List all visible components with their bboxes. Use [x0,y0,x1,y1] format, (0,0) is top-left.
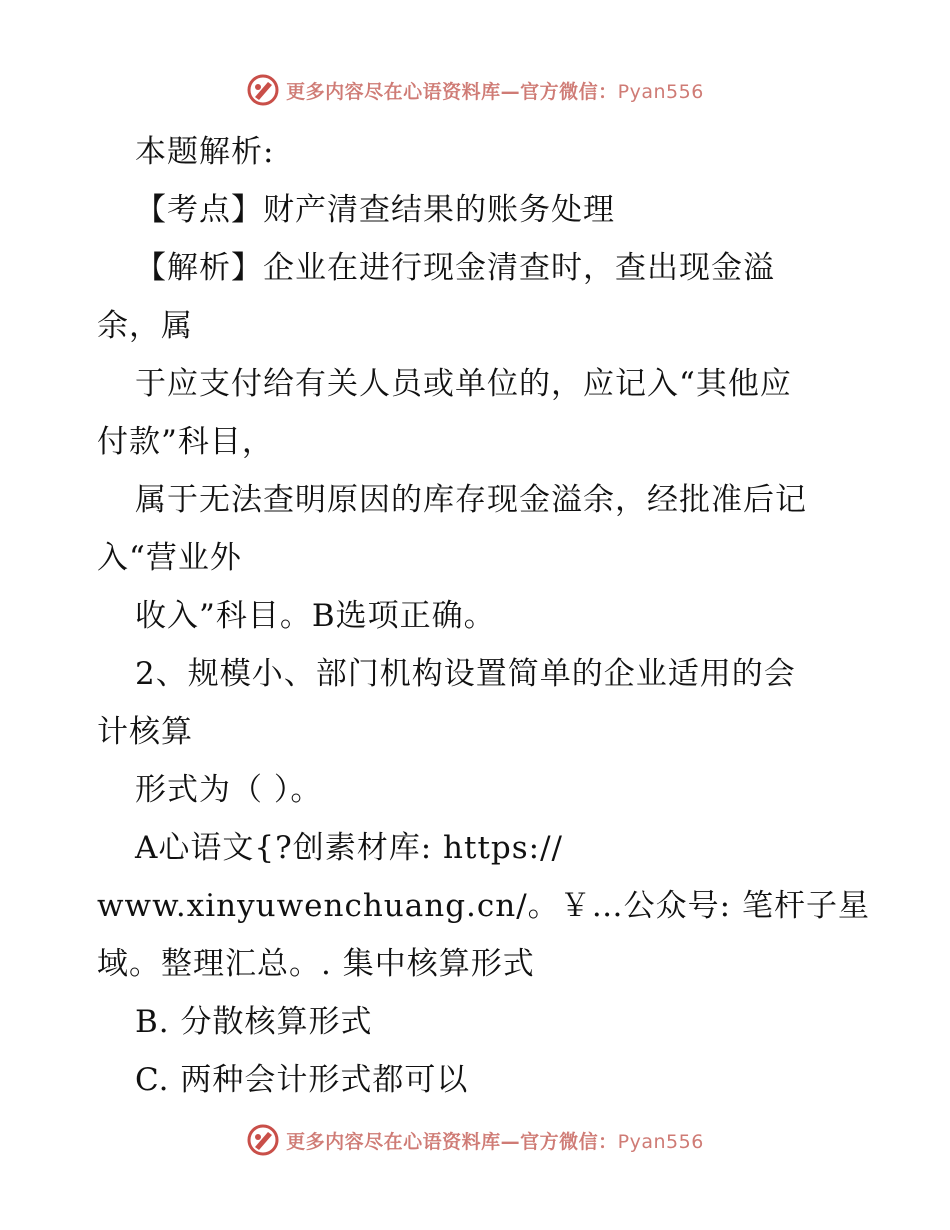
analysis-line: 收入”科目。B选项正确。 [135,598,496,634]
brand-logo-icon [246,1123,280,1157]
analysis-line: 入“营业外 [97,540,242,576]
question-line: 计核算 [97,714,193,750]
analysis-line: 余，属 [97,308,193,344]
question-line: 2、规模小、部门机构设置简单的企业适用的会 [135,656,796,692]
option-c-line: C. 两种会计形式都可以 [135,1062,469,1098]
question-line: 形式为（ ）。 [135,772,323,808]
option-a-line: A心语文{?创素材库: https:// [135,830,563,866]
header-watermark-banner [0,70,950,110]
option-b-line: B. 分散核算形式 [135,1004,373,1040]
analysis-line: 属于无法查明原因的库存现金溢余，经批准后记 [135,482,807,518]
document-body [97,123,870,1109]
analysis-line: 于应支付给有关人员或单位的，应记入“其他应 [135,366,792,402]
footer-watermark-text: 更多内容尽在心语资料库—官方微信：Pyan556 [286,1130,704,1153]
header-watermark-text: 更多内容尽在心语资料库—官方微信：Pyan556 [286,80,704,103]
brand-logo-icon [246,73,280,107]
analysis-line: 【解析】企业在进行现金清查时，查出现金溢 [135,250,775,286]
option-a-line: 域。整理汇总。. 集中核算形式 [97,946,535,982]
topic-line: 【考点】财产清查结果的账务处理 [135,192,615,228]
option-a-line: www.xinyuwenchuang.cn/。￥…公众号: 笔杆子星 [97,888,870,924]
footer-watermark-banner [0,1120,950,1160]
analysis-line: 付款”科目， [97,424,274,460]
section-heading: 本题解析: [135,134,275,170]
